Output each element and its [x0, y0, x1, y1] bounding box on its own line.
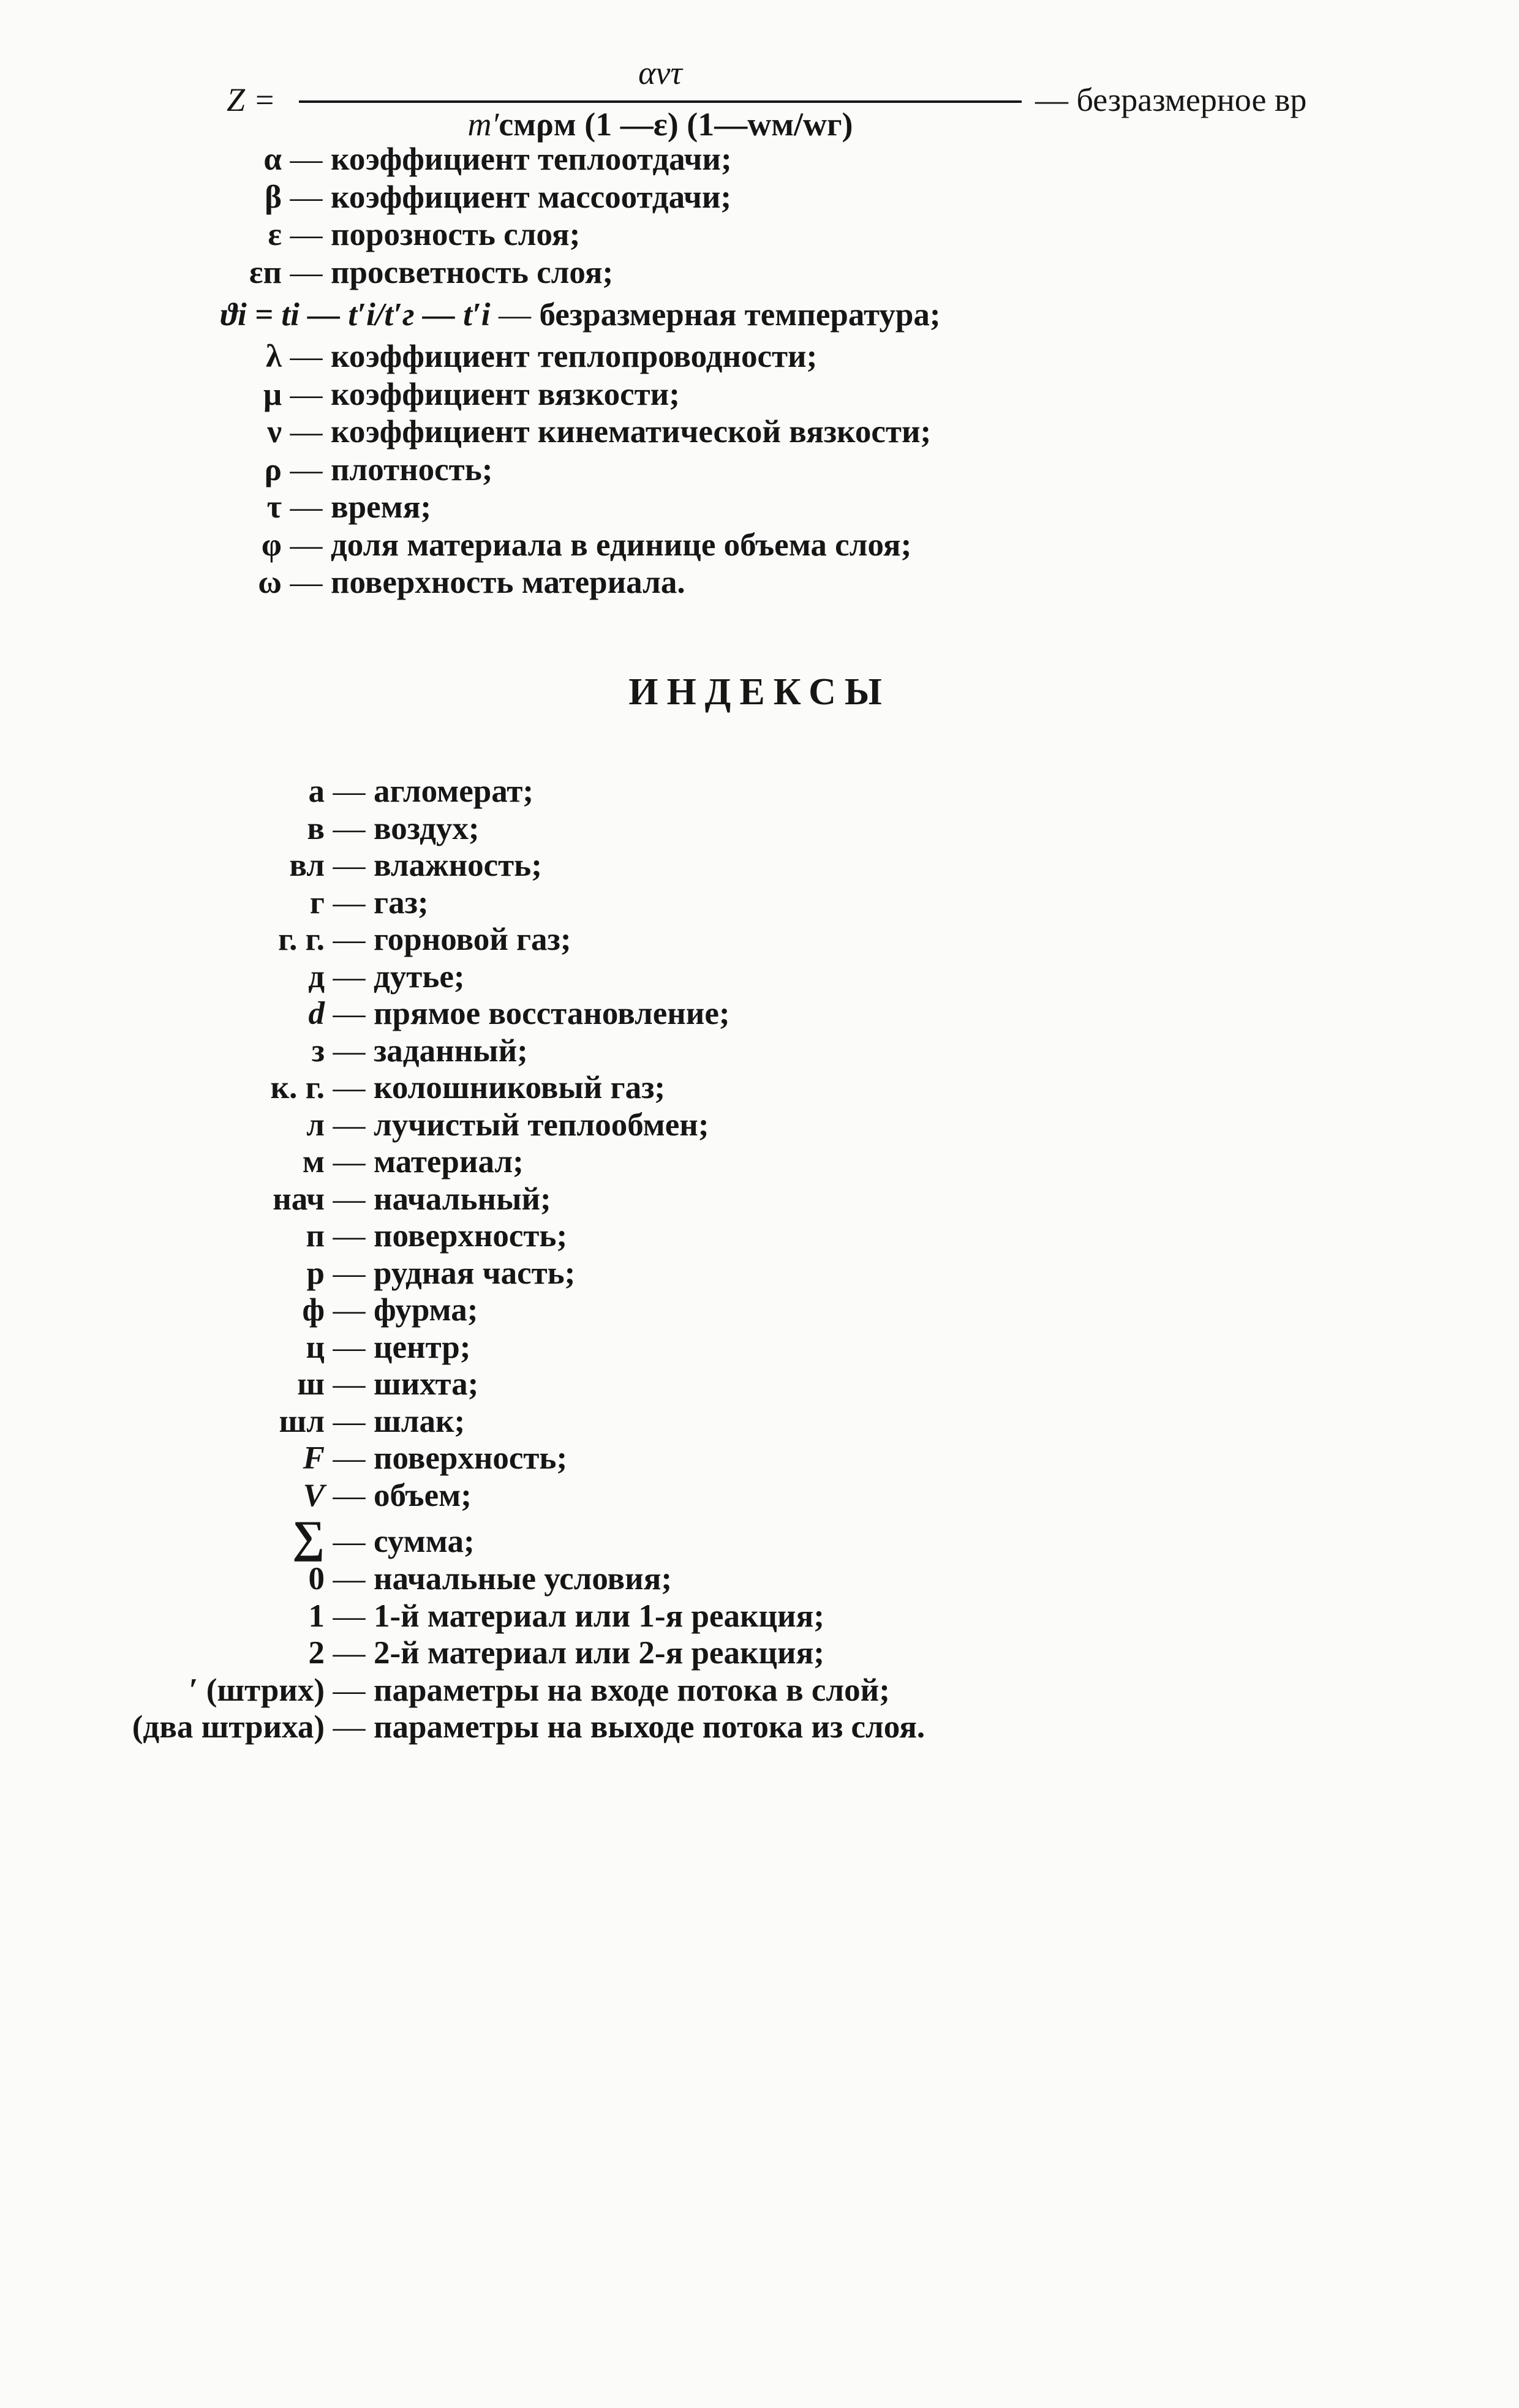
index-key: (два штриха) [132, 1709, 325, 1745]
index-description: шихта; [374, 1366, 479, 1402]
dash: — [333, 1403, 366, 1439]
index-row [74, 995, 1452, 1033]
dash: — [290, 527, 323, 563]
index-key: ∑ [292, 1512, 325, 1562]
index-row [74, 1217, 1452, 1255]
index-description: 1-й материал или 1-я реакция; [374, 1598, 824, 1634]
dash: — [333, 1292, 366, 1328]
index-description: горновой газ; [374, 922, 571, 957]
index-key: м [302, 1144, 325, 1180]
dash: — [333, 810, 366, 846]
symbol-description: коэффициент вязкости; [331, 376, 680, 412]
symbol-row [208, 179, 1372, 217]
dash: — [333, 1709, 366, 1745]
symbol-description: плотность; [331, 451, 493, 487]
dash: — [333, 1033, 366, 1069]
index-description: заданный; [374, 1033, 528, 1069]
symbol-row-temperature [208, 292, 1372, 338]
symbol: εп [249, 254, 282, 290]
symbol-description: время; [331, 489, 432, 525]
dash: — [290, 414, 323, 450]
symbol: β [265, 179, 282, 215]
index-row [74, 1403, 1452, 1440]
index-description: воздух; [374, 810, 480, 846]
index-key: д [308, 958, 325, 995]
dash: — [333, 1070, 366, 1105]
symbol: ϑi = ti — t′i/t′г — t′i [221, 297, 491, 333]
formula-description: — безразмерное вр [1035, 81, 1307, 118]
dash: — [333, 1329, 366, 1365]
index-key: р [306, 1255, 325, 1291]
dash: — [333, 884, 366, 920]
symbol-description: коэффициент кинематической вязкости; [331, 414, 932, 450]
index-description: прямое восстановление; [374, 996, 730, 1031]
dash: — [333, 1477, 366, 1513]
index-description: поверхность; [374, 1218, 568, 1254]
dash: — [290, 179, 323, 215]
index-row [74, 1366, 1452, 1403]
symbol-description: поверхность материала. [331, 565, 685, 600]
index-description: колошниковый газ; [374, 1070, 666, 1105]
dash: — [333, 848, 366, 883]
symbol: φ [261, 527, 282, 563]
dash: — [333, 1440, 366, 1476]
symbol-row [208, 527, 1372, 565]
dash: — [290, 489, 323, 525]
dash: — [498, 297, 531, 333]
dimensionless-time-formula [227, 54, 1329, 146]
dash: — [290, 217, 323, 252]
dash: — [333, 1598, 366, 1634]
symbol: ω [258, 565, 282, 600]
symbol-description: коэффициент теплопроводности; [331, 339, 818, 374]
index-row [74, 1329, 1452, 1366]
index-row [74, 810, 1452, 848]
index-description: сумма; [374, 1524, 475, 1559]
index-row [74, 1440, 1452, 1477]
symbol: ρ [264, 451, 282, 487]
index-row [74, 1107, 1452, 1144]
index-key: нач [273, 1181, 325, 1217]
index-row [74, 773, 1452, 810]
index-key: ′ (штрих) [189, 1672, 325, 1708]
index-description: влажность; [374, 848, 542, 883]
index-key: г [309, 884, 325, 920]
index-description: рудная часть; [374, 1255, 576, 1291]
dash: — [290, 376, 323, 412]
index-key: 0 [308, 1561, 325, 1597]
symbol-description: просветность слоя; [331, 254, 614, 290]
symbol-row [208, 216, 1372, 254]
dash: — [290, 451, 323, 487]
fraction-bar [299, 100, 1022, 103]
dash: — [333, 1672, 366, 1708]
symbol-description: коэффициент теплоотдачи; [331, 141, 732, 177]
dash: — [290, 141, 323, 177]
symbol-list [208, 141, 1372, 602]
dash: — [333, 1218, 366, 1254]
symbol: λ [265, 339, 282, 374]
index-row [74, 1292, 1452, 1329]
symbol-row [208, 564, 1372, 602]
dash: — [333, 958, 366, 995]
dash: — [333, 1255, 366, 1291]
symbol-row [208, 413, 1372, 451]
index-key: d [308, 996, 325, 1031]
index-key: в [307, 810, 325, 846]
index-row [74, 1069, 1452, 1107]
symbol-row [208, 376, 1372, 414]
index-row [74, 1255, 1452, 1292]
index-description: агломерат; [374, 773, 534, 809]
dash: — [333, 1181, 366, 1217]
index-key: 2 [308, 1635, 325, 1671]
index-row [74, 1709, 1452, 1746]
dash: — [290, 254, 323, 290]
dash: — [333, 1366, 366, 1402]
index-row [74, 1181, 1452, 1218]
index-row [74, 1598, 1452, 1635]
dash: — [333, 1144, 366, 1180]
index-description: шлак; [374, 1403, 466, 1439]
index-key: ц [306, 1329, 325, 1365]
dash: — [290, 565, 323, 600]
index-description: начальные условия; [374, 1561, 673, 1597]
index-description: дутье; [374, 958, 465, 995]
index-key: ф [302, 1292, 325, 1328]
index-description: параметры на выходе потока из слоя. [374, 1709, 925, 1745]
index-description: 2-й материал или 2-я реакция; [374, 1635, 824, 1671]
index-row [74, 1477, 1452, 1514]
formula-denominator-prefix: m′ [467, 106, 499, 143]
symbol-row [208, 338, 1372, 376]
formula-denominator [299, 105, 1022, 143]
index-description: параметры на входе потока в слой; [374, 1672, 890, 1708]
indices-list [74, 773, 1452, 1746]
index-row [74, 1672, 1452, 1709]
symbol-description: безразмерная температура; [539, 297, 941, 333]
index-key: V [303, 1477, 325, 1513]
index-row [74, 847, 1452, 884]
symbol: τ [266, 489, 282, 525]
symbol: μ [263, 376, 282, 412]
index-row [74, 921, 1452, 958]
symbol-row [208, 489, 1372, 527]
index-key: к. г. [270, 1070, 325, 1105]
index-key: г. г. [278, 922, 325, 957]
index-row [74, 1635, 1452, 1672]
symbol-description: коэффициент массоотдачи; [331, 179, 732, 215]
symbol-description: порозность слоя; [331, 217, 581, 252]
index-key: а [308, 773, 325, 809]
symbol-row [208, 141, 1372, 179]
formula-lhs: Z = [227, 81, 276, 118]
symbol-row [208, 451, 1372, 489]
formula-denominator-rest: cмρм (1 —ε) (1—wм/wг) [499, 106, 853, 143]
index-description: газ; [374, 884, 429, 920]
dash: — [333, 773, 366, 809]
formula-numerator: αvτ [638, 55, 682, 91]
dash: — [333, 1561, 366, 1597]
index-description: начальный; [374, 1181, 551, 1217]
index-row [74, 1514, 1452, 1560]
symbol: ε [268, 217, 282, 252]
dash: — [333, 1107, 366, 1143]
section-heading-indices: ИНДЕКСЫ [628, 671, 891, 713]
index-description: материал; [374, 1144, 524, 1180]
symbol-description: доля материала в единице объема слоя; [331, 527, 912, 563]
index-row [74, 1033, 1452, 1070]
index-row [74, 958, 1452, 996]
index-key: ш [297, 1366, 325, 1402]
index-row [74, 884, 1452, 922]
index-row [74, 1560, 1452, 1598]
formula-fraction [299, 54, 1022, 146]
index-description: центр; [374, 1329, 471, 1365]
index-key: вл [289, 848, 325, 883]
dash: — [333, 996, 366, 1031]
symbol: α [263, 141, 282, 177]
index-key: шл [279, 1403, 325, 1439]
index-key: F [303, 1440, 325, 1476]
index-key: л [306, 1107, 325, 1143]
dash: — [333, 1524, 366, 1559]
dash: — [290, 339, 323, 374]
dash: — [333, 1635, 366, 1671]
index-description: поверхность; [374, 1440, 568, 1476]
index-key: п [306, 1218, 325, 1254]
symbol: ν [267, 414, 282, 450]
symbol-row [208, 254, 1372, 292]
index-description: объем; [374, 1477, 472, 1513]
index-key: з [311, 1033, 325, 1069]
index-row [74, 1143, 1452, 1181]
index-description: лучистый теплообмен; [374, 1107, 709, 1143]
index-description: фурма; [374, 1292, 478, 1328]
dash: — [333, 922, 366, 957]
index-key: 1 [308, 1598, 325, 1634]
